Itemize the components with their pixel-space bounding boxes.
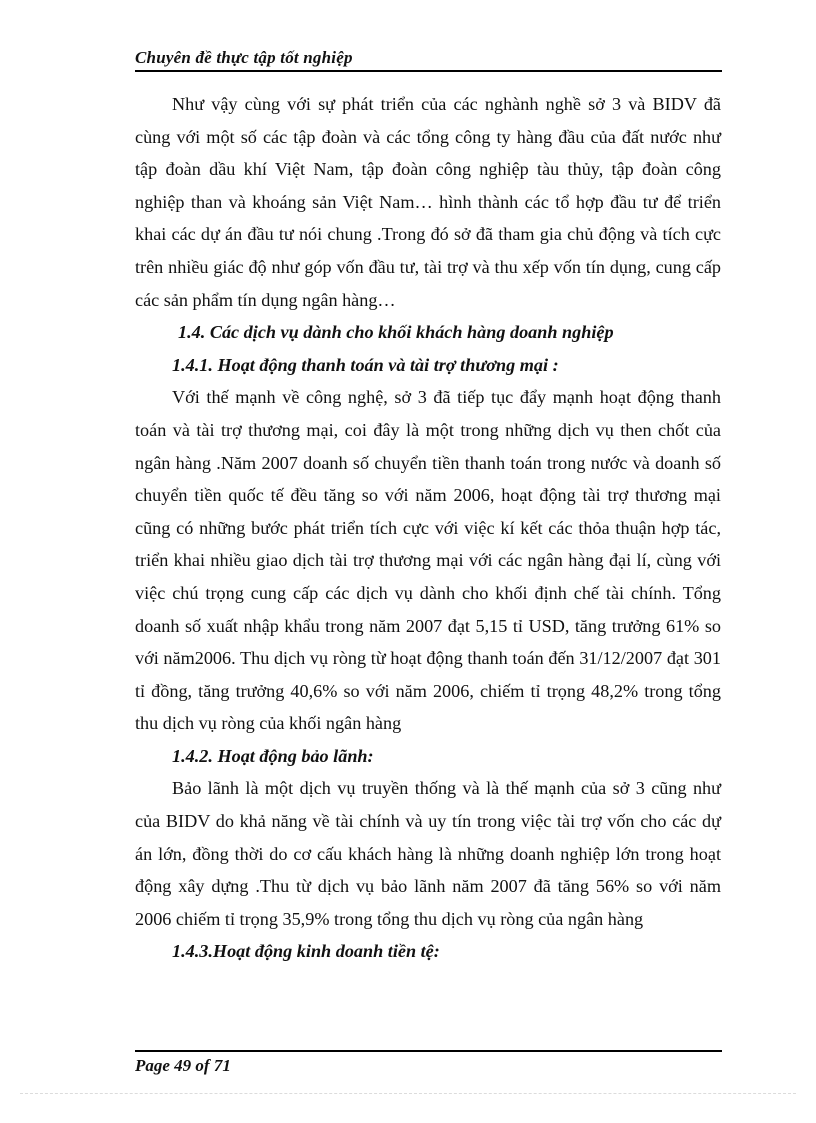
document-body xyxy=(135,88,721,968)
section-heading-1-4-1: 1.4.1. Hoạt động thanh toán và tài trợ thương mại : xyxy=(172,354,559,375)
paragraph-1-4-2: Bảo lãnh là một dịch vụ truyền thống và là thế mạnh của sở 3 cũng như của BIDV do khả năng về tài chính và uy tín trong việc tài trợ vốn cho các dự án lớn, đồng thời do cơ cấu khách hàng là những doanh nghiệp lớn trong hoạt động xây dựng .Thu từ dịch vụ bảo lãnh năm 2007 đã tăng 56% so với năm 2006 chiếm tỉ trọng 35,9% trong tổng thu dịch vụ ròng của ngân hàng xyxy=(135,778,721,929)
page-header-title: Chuyên đề thực tập tốt nghiệp xyxy=(135,48,353,67)
page-bottom-edge xyxy=(20,1093,796,1094)
section-heading-1-4: 1.4. Các dịch vụ dành cho khối khách hàng doanh nghiệp xyxy=(178,322,614,343)
paragraph-intro: Như vậy cùng với sự phát triển của các nghành nghề sở 3 và BIDV đã cùng với một số các tập đoàn và các tổng công ty hàng đầu của đất nước như tập đoàn dầu khí Việt Nam, tập đoàn công nghiệp tàu thủy, tập đoàn công nghiệp than và khoáng sản Việt Nam… hình thành các tổ hợp đầu tư để triển khai các dự án đầu tư nói chung .Trong đó sở đã tham gia chủ động và tích cực trên nhiều giác độ như góp vốn đầu tư, tài trợ và thu xếp vốn tín dụng, cung cấp các sản phẩm tín dụng ngân hàng… xyxy=(135,94,721,310)
header-divider xyxy=(135,70,722,72)
footer-divider xyxy=(135,1050,722,1052)
page-number-label: Page 49 of 71 xyxy=(135,1056,231,1075)
section-heading-1-4-2: 1.4.2. Hoạt động bảo lãnh: xyxy=(172,745,374,766)
paragraph-1-4-1: Với thế mạnh về công nghệ, sở 3 đã tiếp tục đẩy mạnh hoạt động thanh toán và tài trợ thương mại, coi đây là một trong những dịch vụ then chốt của ngân hàng .Năm 2007 doanh số chuyển tiền thanh toán trong nước và doanh số chuyển tiền quốc tế đều tăng so với năm 2006, hoạt động tài trợ thương mại cũng có những bước phát triển tích cực với việc kí kết các thỏa thuận hợp tác, triển khai nhiều giao dịch tài trợ thương mại với các ngân hàng đại lí, cùng với việc chú trọng cung cấp các dịch vụ dành cho khối định chế tài chính. Tổng doanh số xuất nhập khẩu trong năm 2007 đạt 5,15 tỉ USD, tăng trưởng 61% so với năm2006. Thu dịch vụ ròng từ hoạt động thanh toán đến 31/12/2007 đạt 301 tỉ đồng, tăng trưởng 40,6% so với năm 2006, chiếm tỉ trọng 48,2% trong tổng thu dịch vụ ròng của khối ngân hàng xyxy=(135,387,721,734)
section-heading-1-4-3: 1.4.3.Hoạt động kinh doanh tiền tệ: xyxy=(172,941,440,962)
